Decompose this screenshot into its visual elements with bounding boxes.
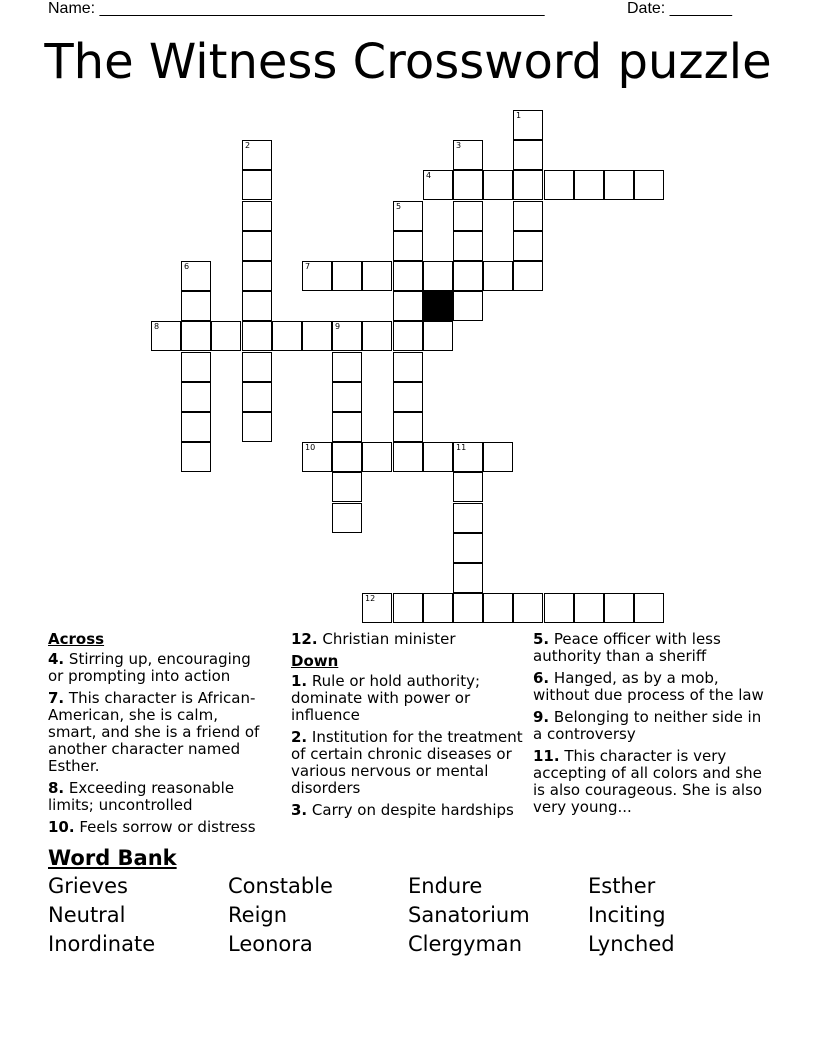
grid-cell[interactable]: [453, 593, 483, 623]
grid-cell[interactable]: [453, 472, 483, 502]
clue-across-10: [48, 819, 268, 836]
grid-cell[interactable]: [242, 321, 272, 351]
clue-number: 11.: [533, 747, 560, 765]
grid-cell[interactable]: [393, 201, 423, 231]
word-bank-item: Sanatorium: [408, 903, 530, 927]
grid-cell[interactable]: [423, 170, 453, 200]
clue-number: 12.: [291, 630, 318, 648]
grid-cell[interactable]: [423, 593, 453, 623]
clue-text: Feels sorrow or distress: [79, 818, 256, 836]
grid-cell[interactable]: [272, 321, 302, 351]
grid-cell[interactable]: [393, 321, 423, 351]
word-bank-item: Lynched: [588, 932, 675, 956]
clue-number: 8.: [48, 779, 65, 797]
grid-cell[interactable]: [181, 382, 211, 412]
grid-cell[interactable]: [242, 140, 272, 170]
grid-cell[interactable]: [332, 412, 362, 442]
grid-cell[interactable]: [574, 170, 604, 200]
clue-down-5: [533, 631, 773, 665]
grid-cell[interactable]: [453, 442, 483, 472]
grid-cell[interactable]: [513, 261, 543, 291]
clue-down-6: [533, 670, 773, 704]
grid-cell[interactable]: [151, 321, 181, 351]
cell-number: 3: [456, 141, 462, 150]
clue-number: 3.: [291, 801, 308, 819]
grid-cell[interactable]: [604, 170, 634, 200]
word-bank-item: Neutral: [48, 903, 126, 927]
grid-cell[interactable]: [393, 231, 423, 261]
clues-column-2: [291, 628, 523, 824]
cell-number: 12: [365, 594, 376, 603]
grid-cell[interactable]: [332, 321, 362, 351]
page-title: The Witness Crossword puzzle: [44, 34, 772, 90]
clue-down-2: [291, 729, 523, 797]
cell-number: 1: [516, 111, 522, 120]
grid-cell[interactable]: [544, 170, 574, 200]
clue-text: Hanged, as by a mob, without due process of the law: [533, 669, 764, 704]
clue-text: Stirring up, encouraging or prompting into action: [48, 650, 251, 685]
grid-cell[interactable]: [604, 593, 634, 623]
grid-cell[interactable]: [242, 261, 272, 291]
word-bank-item: Reign: [228, 903, 288, 927]
grid-cell[interactable]: [362, 321, 392, 351]
cell-number: 10: [305, 443, 316, 452]
grid-cell[interactable]: [574, 593, 604, 623]
clue-down-3: [291, 802, 523, 819]
grid-cell[interactable]: [513, 140, 543, 170]
clue-text: Carry on despite hardships: [311, 801, 514, 819]
grid-cell[interactable]: [181, 291, 211, 321]
grid-cell[interactable]: [242, 170, 272, 200]
grid-cell[interactable]: [332, 503, 362, 533]
cell-number: 9: [335, 322, 341, 331]
name-field-label: Name: __________________________________________________: [48, 0, 545, 17]
clue-across-8: [48, 780, 268, 814]
clue-number: 9.: [533, 708, 550, 726]
grid-cell[interactable]: [242, 291, 272, 321]
clue-number: 6.: [533, 669, 550, 687]
across-heading: Across: [48, 630, 105, 648]
grid-cell[interactable]: [181, 412, 211, 442]
clue-across-4: [48, 651, 268, 685]
grid-cell[interactable]: [302, 321, 332, 351]
clue-number: 10.: [48, 818, 75, 836]
clue-down-11: [533, 748, 773, 816]
down-heading: Down: [291, 652, 339, 670]
grid-cell[interactable]: [513, 170, 543, 200]
clue-across-7: [48, 690, 268, 775]
cell-number: 8: [154, 322, 160, 331]
clue-text: Exceeding reasonable limits; uncontrolled: [48, 779, 235, 814]
clue-text: Peace officer with less authority than a sheriff: [533, 630, 721, 665]
grid-cell[interactable]: [483, 442, 513, 472]
clues-column-1: [48, 628, 268, 841]
grid-cell[interactable]: [242, 352, 272, 382]
grid-cell[interactable]: [453, 201, 483, 231]
clue-text: Rule or hold authority; dominate with power or influence: [291, 672, 481, 724]
word-bank-item: Constable: [228, 874, 333, 898]
word-bank-item: Endure: [408, 874, 483, 898]
grid-cell[interactable]: [453, 533, 483, 563]
grid-cell[interactable]: [513, 201, 543, 231]
grid-cell[interactable]: [242, 201, 272, 231]
cell-number: 5: [396, 202, 402, 211]
word-bank-title: Word Bank: [48, 846, 177, 870]
grid-cell[interactable]: [181, 442, 211, 472]
grid-cell[interactable]: [453, 563, 483, 593]
grid-cell[interactable]: [423, 321, 453, 351]
grid-cell[interactable]: [453, 503, 483, 533]
grid-cell[interactable]: [181, 261, 211, 291]
clues-column-3: [533, 628, 773, 821]
grid-cell[interactable]: [181, 321, 211, 351]
grid-cell[interactable]: [332, 352, 362, 382]
grid-cell[interactable]: [423, 261, 453, 291]
grid-cell[interactable]: [453, 140, 483, 170]
grid-cell[interactable]: [242, 382, 272, 412]
word-bank: [48, 874, 768, 957]
grid-cell[interactable]: [332, 382, 362, 412]
grid-cell[interactable]: [513, 593, 543, 623]
grid-cell[interactable]: [544, 593, 574, 623]
clue-text: This character is African-American, she is calm, smart, and she is a friend of another character named Esther.: [48, 689, 260, 775]
word-bank-item: Grieves: [48, 874, 128, 898]
cell-number: 7: [305, 262, 311, 271]
cell-number: 2: [245, 141, 251, 150]
grid-cell[interactable]: [453, 231, 483, 261]
clue-number: 2.: [291, 728, 308, 746]
grid-cell[interactable]: [362, 442, 392, 472]
clue-down-9: [533, 709, 773, 743]
grid-cell[interactable]: [181, 352, 211, 382]
grid-cell[interactable]: [453, 170, 483, 200]
grid-cell[interactable]: [393, 261, 423, 291]
word-bank-item: Leonora: [228, 932, 313, 956]
grid-cell[interactable]: [242, 412, 272, 442]
grid-cell[interactable]: [393, 352, 423, 382]
grid-cell[interactable]: [332, 442, 362, 472]
grid-cell[interactable]: [242, 231, 272, 261]
clue-number: 5.: [533, 630, 550, 648]
date-field-label: Date: _______: [627, 0, 732, 17]
grid-cell[interactable]: [393, 291, 423, 321]
grid-cell[interactable]: [211, 321, 241, 351]
grid-cell[interactable]: [483, 593, 513, 623]
grid-cell[interactable]: [634, 170, 664, 200]
clue-down-1: [291, 673, 523, 724]
grid-cell[interactable]: [483, 170, 513, 200]
cell-number: 11: [456, 443, 467, 452]
grid-cell[interactable]: [302, 261, 332, 291]
grid-cell[interactable]: [332, 261, 362, 291]
grid-cell[interactable]: [302, 442, 332, 472]
grid-cell[interactable]: [393, 442, 423, 472]
clue-text: Christian minister: [322, 630, 456, 648]
grid-cell[interactable]: [453, 261, 483, 291]
cell-number: 6: [184, 262, 190, 271]
clue-text: This character is very accepting of all colors and she is also courageous. She is also very young...: [533, 747, 763, 816]
word-bank-item: Esther: [588, 874, 656, 898]
grid-cell[interactable]: [513, 110, 543, 140]
grid-cell[interactable]: [393, 382, 423, 412]
grid-cell[interactable]: [332, 472, 362, 502]
grid-cell[interactable]: [634, 593, 664, 623]
word-bank-item: Inciting: [588, 903, 666, 927]
grid-cell[interactable]: [513, 231, 543, 261]
grid-cell[interactable]: [393, 593, 423, 623]
clue-across-12: [291, 631, 523, 648]
clue-number: 4.: [48, 650, 65, 668]
grid-cell[interactable]: [362, 261, 392, 291]
grid-cell[interactable]: [423, 442, 453, 472]
grid-cell[interactable]: [483, 261, 513, 291]
clue-text: Belonging to neither side in a controversy: [533, 708, 762, 743]
clue-number: 7.: [48, 689, 65, 707]
word-bank-item: Inordinate: [48, 932, 156, 956]
clue-number: 1.: [291, 672, 308, 690]
black-cell: [423, 291, 453, 321]
clue-text: Institution for the treatment of certain chronic diseases or various nervous or mental disorders: [291, 728, 523, 797]
cell-number: 4: [426, 171, 432, 180]
grid-cell[interactable]: [453, 291, 483, 321]
grid-cell[interactable]: [393, 412, 423, 442]
word-bank-item: Clergyman: [408, 932, 523, 956]
grid-cell[interactable]: [362, 593, 392, 623]
